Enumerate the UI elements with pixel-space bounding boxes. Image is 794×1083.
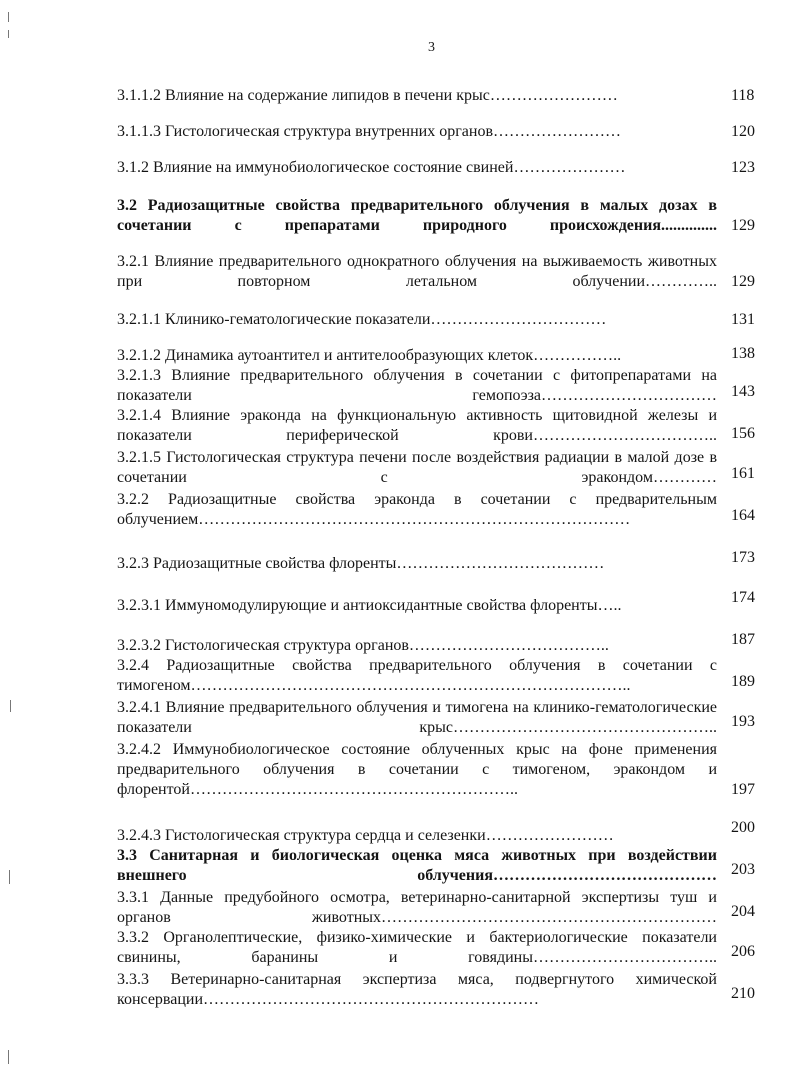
toc-entry-title: 3.2.4.2 Иммунобиологическое состояние облученных крыс на фоне применения предварительного облучения в сочетании с тимогеном, эракондом и флорентой…………………………………………………….. bbox=[117, 741, 717, 798]
scan-mark bbox=[8, 30, 9, 38]
toc-entry-page: 129 bbox=[731, 273, 755, 290]
toc-entry bbox=[117, 636, 717, 656]
toc-entry bbox=[117, 826, 717, 846]
toc-entry bbox=[117, 86, 717, 106]
toc-entry-page: 143 bbox=[731, 383, 755, 400]
page-number: 3 bbox=[428, 40, 435, 55]
toc-entry-page: 138 bbox=[731, 345, 755, 362]
toc-entry-title: 3.2.4.3 Гистологическая структура сердца и селезенки…………………… bbox=[117, 827, 614, 844]
toc-entry-title: 3.2.1.1 Клинико-гематологические показатели…………………………… bbox=[117, 311, 607, 328]
toc-entry-page: 123 bbox=[731, 159, 755, 176]
scan-mark bbox=[8, 1050, 9, 1064]
toc-entry-page: 173 bbox=[731, 549, 755, 566]
toc-entry-title: 3.2.4.1 Влияние предварительного облучения и тимогена на клинико-гематологические показатели крыс………………………………………….. bbox=[117, 699, 717, 736]
toc-entry-title: 3.2 Радиозащитные свойства предварительного облучения в малых дозах в сочетании с препаратами природного происхождения.............. bbox=[117, 197, 717, 234]
toc-entry-title: 3.1.1.3 Гистологическая структура внутренних органов…………………… bbox=[117, 123, 622, 140]
toc-entry bbox=[117, 740, 717, 800]
toc-section-heading bbox=[117, 196, 717, 236]
toc-entry-title: 3.2.3.2 Гистологическая структура органов……………………………….. bbox=[117, 637, 609, 654]
toc-entry-title: 3.2.3.1 Иммуномодулирующие и антиоксидантные свойства флоренты….. bbox=[117, 597, 622, 614]
toc-entry-title: 3.2.1.3 Влияние предварительного облучения в сочетании с фитопрепаратами на показатели гемопоэза…………………………… bbox=[117, 367, 717, 404]
toc-entry-title: 3.1.2 Влияние на иммунобиологическое состояние свиней………………… bbox=[117, 159, 626, 176]
toc-entry-title: 3.3.1 Данные предубойного осмотра, ветеринарно-санитарной экспертизы туш и органов животных……………………………………………………… bbox=[117, 889, 717, 926]
toc-entry bbox=[117, 656, 717, 696]
toc-entry bbox=[117, 698, 717, 738]
toc-entry-page: 174 bbox=[731, 589, 755, 606]
toc-entry-page: 206 bbox=[731, 943, 755, 960]
toc-entry-page: 189 bbox=[731, 673, 755, 690]
toc-entry-page: 161 bbox=[731, 465, 755, 482]
toc-entry-page: 187 bbox=[731, 631, 755, 648]
toc-entry-page: 129 bbox=[731, 217, 755, 234]
toc-entry-title: 3.3 Санитарная и биологическая оценка мяса животных при воздействии внешнего облучения…………………………………… bbox=[117, 847, 717, 884]
toc-entry bbox=[117, 158, 717, 178]
toc-entry bbox=[117, 928, 717, 968]
toc-entry bbox=[117, 122, 717, 142]
toc-entry-page: 210 bbox=[731, 985, 755, 1002]
toc-entry-title: 3.2.1.2 Динамика аутоантител и антителообразующих клеток…………….. bbox=[117, 347, 622, 364]
toc-entry bbox=[117, 490, 717, 530]
toc-entry-page: 193 bbox=[731, 713, 755, 730]
toc-entry-title: 3.2.4 Радиозащитные свойства предварительного облучения в сочетании с тимогеном……………………………………………………………………….. bbox=[117, 657, 717, 694]
toc-entry bbox=[117, 888, 717, 928]
toc-entry bbox=[117, 596, 717, 616]
toc-entry bbox=[117, 406, 717, 446]
toc-entry bbox=[117, 252, 717, 292]
scan-mark bbox=[8, 12, 9, 22]
toc-entry bbox=[117, 310, 717, 330]
toc-entry-page: 131 bbox=[731, 311, 755, 328]
toc-entry-title: 3.3.3 Ветеринарно-санитарная экспертиза мяса, подвергнутого химической консервации……………………………………………………… bbox=[117, 971, 717, 1008]
toc-entry-page: 200 bbox=[731, 819, 755, 836]
toc-entry-title: 3.2.1 Влияние предварительного однократного облучения на выживаемость животных при повторном летальном облучении………….. bbox=[117, 253, 717, 290]
toc-entry-page: 203 bbox=[731, 861, 755, 878]
scan-mark bbox=[9, 870, 10, 884]
toc-entry bbox=[117, 448, 717, 488]
toc-entry-page: 156 bbox=[731, 425, 755, 442]
toc-entry-page: 197 bbox=[731, 781, 755, 798]
toc-entry-title: 3.2.3 Радиозащитные свойства флоренты………………………………… bbox=[117, 555, 605, 572]
toc-entry bbox=[117, 346, 717, 366]
toc-entry-title: 3.2.1.4 Влияние эраконда на функциональную активность щитовидной железы и показатели периферической крови…………………………….. bbox=[117, 407, 717, 444]
toc-entry bbox=[117, 366, 717, 406]
toc-entry-title: 3.2.2 Радиозащитные свойства эраконда в сочетании с предварительным облучением……………………………………………………………………… bbox=[117, 491, 717, 528]
toc-section-heading bbox=[117, 846, 717, 886]
toc-entry-title: 3.3.2 Органолептические, физико-химические и бактериологические показатели свинины, баранины и говядины…………………………….. bbox=[117, 929, 717, 966]
toc-entry-title: 3.2.1.5 Гистологическая структура печени после воздействия радиации в малой дозе в сочетании с эракондом………… bbox=[117, 449, 717, 486]
toc-entry bbox=[117, 554, 717, 574]
toc-entry-page: 204 bbox=[731, 903, 755, 920]
toc-entry-page: 120 bbox=[731, 123, 755, 140]
toc-entry-page: 118 bbox=[731, 87, 755, 104]
toc-entry-title: 3.1.1.2 Влияние на содержание липидов в печени крыс…………………… bbox=[117, 87, 618, 104]
toc-entry-page: 164 bbox=[731, 507, 755, 524]
toc-entry bbox=[117, 970, 717, 1010]
scan-mark bbox=[10, 700, 11, 712]
